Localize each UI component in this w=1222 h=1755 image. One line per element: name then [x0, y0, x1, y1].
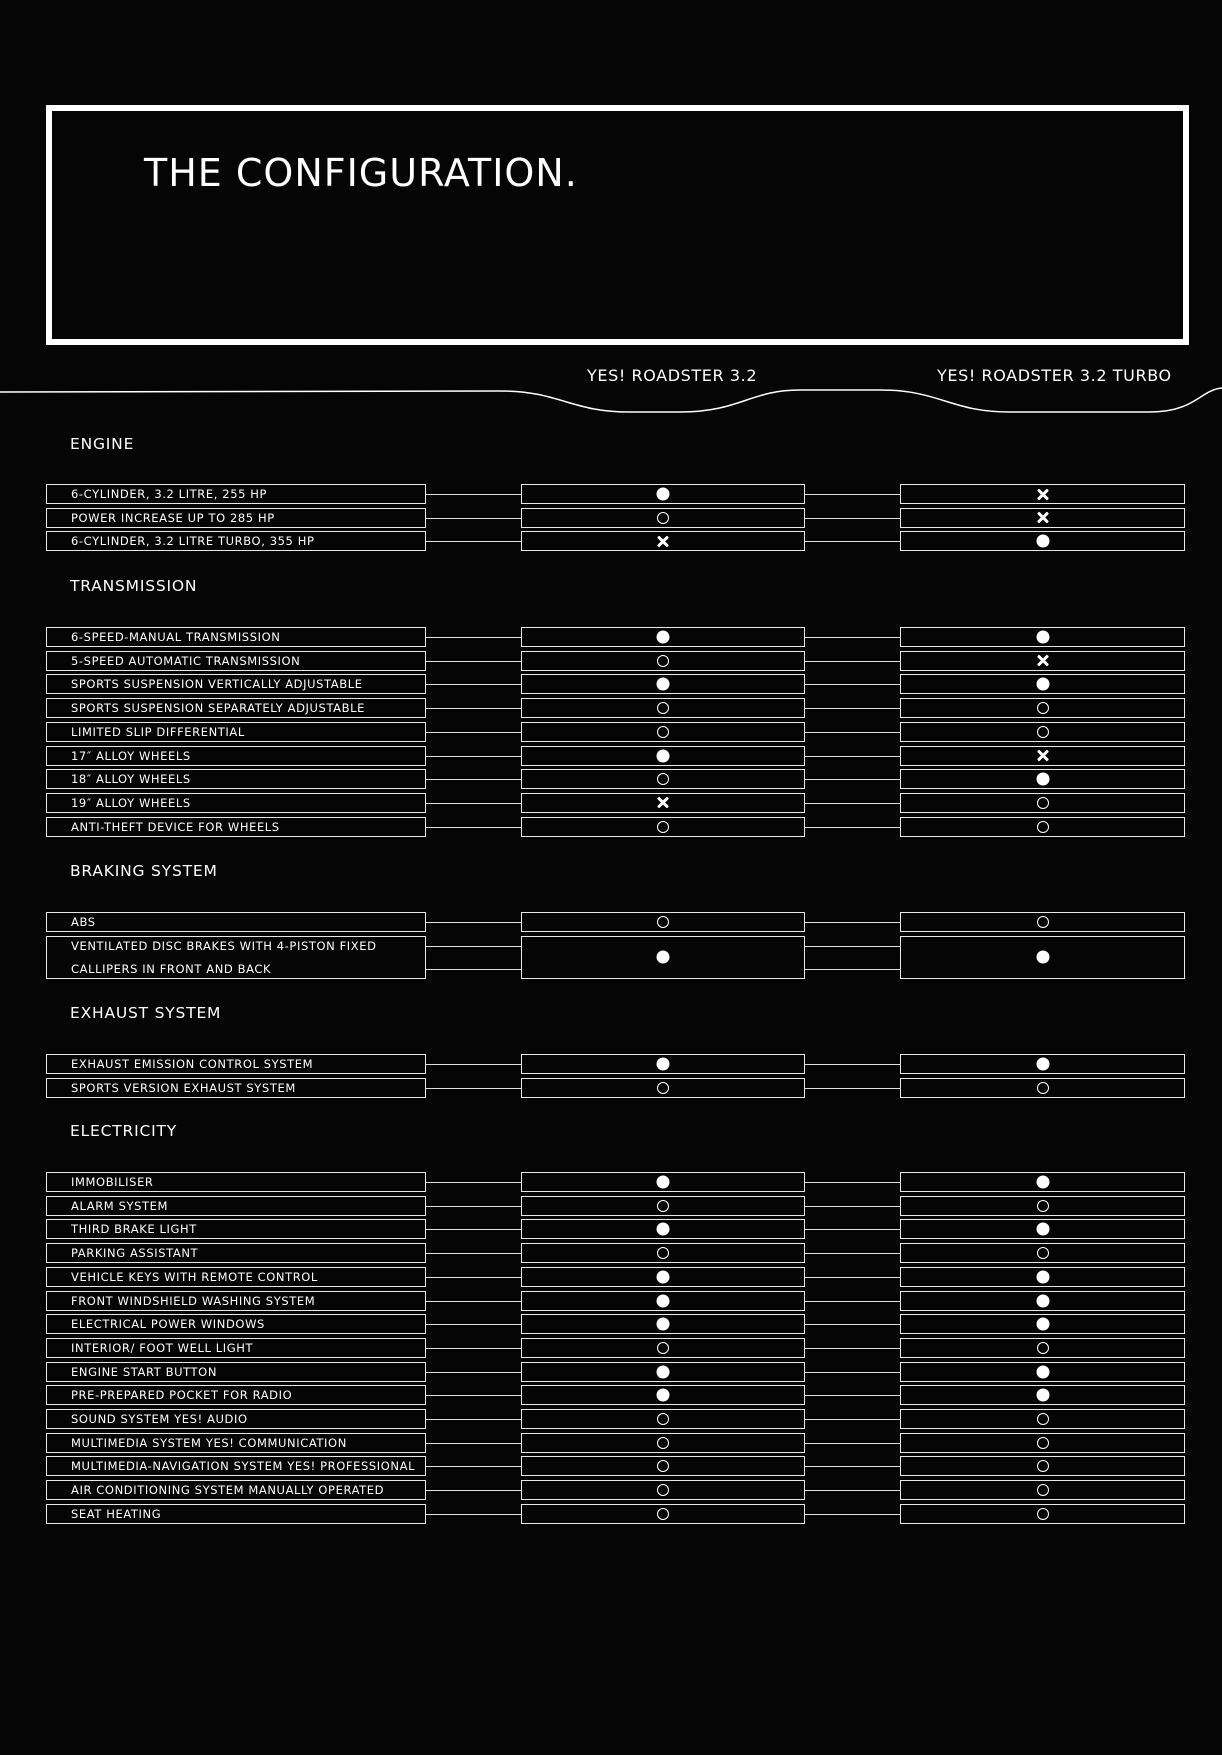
row-connector — [805, 1490, 900, 1491]
feature-label: 6-CYLINDER, 3.2 LITRE, 255 HP — [71, 487, 268, 501]
filled-circle-icon — [657, 1058, 670, 1071]
feature-label: CALLIPERS IN FRONT AND BACK — [71, 961, 272, 976]
roadster-3-2-cell — [521, 1433, 805, 1453]
roadster-3-2-cell — [521, 508, 805, 528]
roadster-3-2-cell — [521, 1385, 805, 1405]
roadster-3-2-turbo-cell — [900, 531, 1185, 551]
roadster-3-2-turbo-cell — [900, 1314, 1185, 1334]
roadster-3-2-cell — [521, 1291, 805, 1311]
feature-label: ABS — [71, 915, 96, 929]
feature-label: ALARM SYSTEM — [71, 1198, 169, 1213]
feature-label-box — [46, 1172, 426, 1192]
roadster-3-2-turbo-cell — [900, 674, 1185, 694]
feature-label-box — [46, 912, 426, 932]
section-title: ELECTRICITY — [70, 1122, 177, 1140]
row-connector — [805, 779, 900, 780]
feature-label-box — [46, 1480, 426, 1500]
feature-label: AIR CONDITIONING SYSTEM MANUALLY OPERATED — [71, 1483, 385, 1498]
feature-label-box — [46, 651, 426, 671]
open-circle-icon — [1037, 797, 1049, 809]
open-circle-icon — [657, 1484, 669, 1496]
roadster-3-2-cell — [521, 912, 805, 932]
open-circle-icon — [1037, 1508, 1049, 1520]
open-circle-icon — [1037, 1437, 1049, 1449]
row-connector — [426, 1419, 521, 1420]
row-connector — [805, 1514, 900, 1515]
row-connector — [805, 1064, 900, 1065]
open-circle-icon — [1037, 1247, 1049, 1259]
roadster-3-2-turbo-cell — [900, 1172, 1185, 1192]
feature-label-box — [46, 1219, 426, 1239]
row-connector — [805, 1301, 900, 1302]
feature-label: MULTIMEDIA-NAVIGATION SYSTEM YES! PROFESSIONAL — [71, 1459, 416, 1474]
feature-label-box — [46, 1409, 426, 1429]
section-title: BRAKING SYSTEM — [70, 862, 218, 880]
row-connector — [426, 684, 521, 685]
row-connector — [426, 1301, 521, 1302]
feature-label: SEAT HEATING — [71, 1506, 162, 1521]
row-connector — [426, 1348, 521, 1349]
roadster-3-2-turbo-cell — [900, 1243, 1185, 1263]
feature-label: EXHAUST EMISSION CONTROL SYSTEM — [71, 1057, 314, 1071]
row-connector — [805, 1466, 900, 1467]
feature-label-box — [46, 1338, 426, 1358]
open-circle-icon — [1037, 1413, 1049, 1425]
roadster-3-2-turbo-cell — [900, 1267, 1185, 1287]
roadster-3-2-turbo-cell — [900, 1409, 1185, 1429]
feature-label-box — [46, 1078, 426, 1098]
feature-label: ANTI-THEFT DEVICE FOR WHEELS — [71, 819, 280, 834]
row-connector — [426, 1372, 521, 1373]
filled-circle-icon — [657, 631, 670, 644]
row-connector — [426, 1324, 521, 1325]
filled-circle-icon — [657, 1318, 670, 1331]
feature-label-box — [46, 1433, 426, 1453]
filled-circle-icon — [657, 1176, 670, 1189]
feature-label: POWER INCREASE UP TO 285 HP — [71, 510, 275, 525]
feature-label: LIMITED SLIP DIFFERENTIAL — [71, 724, 245, 739]
feature-label-box — [46, 484, 426, 504]
roadster-3-2-cell — [521, 1456, 805, 1476]
roadster-3-2-cell — [521, 531, 805, 551]
filled-circle-icon — [657, 749, 670, 762]
filled-circle-icon — [1036, 951, 1049, 964]
roadster-3-2-cell — [521, 1362, 805, 1382]
feature-label: PRE-PREPARED POCKET FOR RADIO — [71, 1388, 293, 1403]
roadster-3-2-turbo-cell — [900, 627, 1185, 647]
open-circle-icon — [657, 726, 669, 738]
row-connector — [426, 661, 521, 662]
open-circle-icon — [657, 702, 669, 714]
filled-circle-icon — [657, 951, 670, 964]
title-frame — [46, 105, 1189, 345]
row-connector — [805, 1182, 900, 1183]
cross-icon — [657, 797, 669, 809]
open-circle-icon — [1037, 726, 1049, 738]
row-connector — [805, 969, 900, 970]
row-connector — [805, 756, 900, 757]
feature-label: MULTIMEDIA SYSTEM YES! COMMUNICATION — [71, 1435, 347, 1450]
roadster-3-2-turbo-cell — [900, 1480, 1185, 1500]
row-connector — [426, 1088, 521, 1089]
roadster-3-2-cell — [521, 817, 805, 837]
row-connector — [426, 1253, 521, 1254]
roadster-3-2-cell — [521, 1172, 805, 1192]
feature-label-box — [46, 1291, 426, 1311]
open-circle-icon — [1037, 821, 1049, 833]
row-connector — [426, 518, 521, 519]
roadster-3-2-cell — [521, 769, 805, 789]
row-connector — [805, 827, 900, 828]
roadster-3-2-turbo-cell — [900, 1078, 1185, 1098]
roadster-3-2-cell — [521, 698, 805, 718]
open-circle-icon — [657, 916, 669, 928]
row-connector — [805, 684, 900, 685]
roadster-3-2-cell — [521, 484, 805, 504]
row-connector — [805, 494, 900, 495]
row-connector — [805, 637, 900, 638]
filled-circle-icon — [1036, 1389, 1049, 1402]
row-connector — [805, 1277, 900, 1278]
feature-label-box — [46, 722, 426, 742]
feature-label-box — [46, 1267, 426, 1287]
row-connector — [805, 1419, 900, 1420]
row-connector — [426, 1206, 521, 1207]
feature-label: INTERIOR/ FOOT WELL LIGHT — [71, 1340, 254, 1355]
row-connector — [426, 922, 521, 923]
feature-label-box — [46, 1243, 426, 1263]
filled-circle-icon — [1036, 773, 1049, 786]
filled-circle-icon — [1036, 1270, 1049, 1283]
filled-circle-icon — [1036, 535, 1049, 548]
roadster-3-2-turbo-cell — [900, 1219, 1185, 1239]
open-circle-icon — [1037, 1082, 1049, 1094]
open-circle-icon — [657, 773, 669, 785]
feature-label: IMMOBILISER — [71, 1175, 154, 1189]
feature-label-box — [46, 817, 426, 837]
filled-circle-icon — [657, 678, 670, 691]
row-connector — [805, 661, 900, 662]
feature-label-box — [46, 674, 426, 694]
filled-circle-icon — [1036, 1365, 1049, 1378]
feature-label: SPORTS VERSION EXHAUST SYSTEM — [71, 1080, 296, 1095]
feature-label: PARKING ASSISTANT — [71, 1246, 199, 1261]
roadster-3-2-cell — [521, 1196, 805, 1216]
feature-label-box — [46, 746, 426, 766]
feature-label-box — [46, 769, 426, 789]
open-circle-icon — [1037, 1200, 1049, 1212]
roadster-3-2-turbo-cell — [900, 912, 1185, 932]
open-circle-icon — [1037, 1342, 1049, 1354]
feature-label-box — [46, 1362, 426, 1382]
feature-label-box — [46, 1385, 426, 1405]
open-circle-icon — [1037, 702, 1049, 714]
feature-label-box — [46, 698, 426, 718]
filled-circle-icon — [657, 1365, 670, 1378]
row-connector — [805, 708, 900, 709]
feature-label-box — [46, 1196, 426, 1216]
roadster-3-2-turbo-cell — [900, 1504, 1185, 1524]
roadster-3-2-turbo-cell — [900, 484, 1185, 504]
roadster-3-2-turbo-cell — [900, 698, 1185, 718]
roadster-3-2-turbo-cell — [900, 817, 1185, 837]
row-connector — [426, 1182, 521, 1183]
row-connector — [426, 969, 521, 970]
cross-icon — [657, 535, 669, 547]
open-circle-icon — [657, 1460, 669, 1472]
filled-circle-icon — [1036, 1318, 1049, 1331]
row-connector — [805, 1253, 900, 1254]
feature-label: VEHICLE KEYS WITH REMOTE CONTROL — [71, 1269, 318, 1284]
open-circle-icon — [657, 1413, 669, 1425]
roadster-3-2-cell — [521, 722, 805, 742]
feature-label-box — [46, 508, 426, 528]
roadster-3-2-turbo-cell — [900, 1338, 1185, 1358]
row-connector — [426, 803, 521, 804]
roadster-3-2-turbo-cell — [900, 769, 1185, 789]
roadster-3-2-turbo-cell — [900, 746, 1185, 766]
row-connector — [426, 494, 521, 495]
section-title: TRANSMISSION — [70, 577, 198, 595]
row-connector — [426, 1229, 521, 1230]
feature-label-box — [46, 1504, 426, 1524]
feature-label-box — [46, 936, 426, 979]
row-connector — [426, 637, 521, 638]
feature-label: SPORTS SUSPENSION VERTICALLY ADJUSTABLE — [71, 677, 363, 692]
cross-icon — [1037, 488, 1049, 500]
roadster-3-2-cell — [521, 1409, 805, 1429]
row-connector — [426, 1395, 521, 1396]
roadster-3-2-cell — [521, 1243, 805, 1263]
open-circle-icon — [657, 512, 669, 524]
open-circle-icon — [657, 821, 669, 833]
roadster-3-2-turbo-cell — [900, 508, 1185, 528]
page-title: THE CONFIGURATION. — [144, 151, 578, 195]
feature-label-box — [46, 1054, 426, 1074]
feature-label: THIRD BRAKE LIGHT — [71, 1222, 197, 1237]
roadster-3-2-cell — [521, 793, 805, 813]
row-connector — [805, 541, 900, 542]
row-connector — [805, 1443, 900, 1444]
row-connector — [426, 1443, 521, 1444]
feature-label: 6-CYLINDER, 3.2 LITRE TURBO, 355 HP — [71, 534, 315, 549]
feature-label-box — [46, 1456, 426, 1476]
feature-label: ELECTRICAL POWER WINDOWS — [71, 1317, 265, 1332]
feature-label: FRONT WINDSHIELD WASHING SYSTEM — [71, 1293, 316, 1308]
roadster-3-2-cell — [521, 651, 805, 671]
roadster-3-2-cell — [521, 1480, 805, 1500]
row-connector — [426, 708, 521, 709]
row-connector — [805, 1348, 900, 1349]
roadster-3-2-cell — [521, 1338, 805, 1358]
filled-circle-icon — [1036, 1058, 1049, 1071]
roadster-3-2-turbo-cell — [900, 1362, 1185, 1382]
row-connector — [426, 1064, 521, 1065]
row-connector — [805, 1395, 900, 1396]
roadster-3-2-turbo-cell — [900, 1196, 1185, 1216]
open-circle-icon — [1037, 1460, 1049, 1472]
feature-label: SOUND SYSTEM YES! AUDIO — [71, 1412, 248, 1426]
feature-label-box — [46, 793, 426, 813]
row-connector — [426, 827, 521, 828]
roadster-3-2-cell — [521, 746, 805, 766]
filled-circle-icon — [657, 1270, 670, 1283]
row-connector — [426, 779, 521, 780]
open-circle-icon — [657, 1437, 669, 1449]
roadster-3-2-cell — [521, 1219, 805, 1239]
open-circle-icon — [657, 655, 669, 667]
row-connector — [805, 1088, 900, 1089]
feature-label: ENGINE START BUTTON — [71, 1364, 218, 1379]
roadster-3-2-turbo-cell — [900, 1385, 1185, 1405]
filled-circle-icon — [657, 1294, 670, 1307]
feature-label-box — [46, 1314, 426, 1334]
filled-circle-icon — [1036, 1176, 1049, 1189]
row-connector — [426, 756, 521, 757]
row-connector — [805, 518, 900, 519]
open-circle-icon — [657, 1342, 669, 1354]
roadster-3-2-turbo-cell — [900, 1456, 1185, 1476]
filled-circle-icon — [657, 1223, 670, 1236]
roadster-3-2-cell — [521, 1504, 805, 1524]
column-header-roadster-3-2: YES! ROADSTER 3.2 — [587, 366, 758, 385]
open-circle-icon — [1037, 1484, 1049, 1496]
roadster-3-2-cell — [521, 1054, 805, 1074]
open-circle-icon — [1037, 916, 1049, 928]
roadster-3-2-cell — [521, 627, 805, 647]
filled-circle-icon — [1036, 678, 1049, 691]
feature-label-box — [46, 627, 426, 647]
column-header-roadster-3-2-turbo: YES! ROADSTER 3.2 TURBO — [937, 366, 1172, 385]
row-connector — [805, 922, 900, 923]
open-circle-icon — [657, 1200, 669, 1212]
filled-circle-icon — [657, 488, 670, 501]
open-circle-icon — [657, 1247, 669, 1259]
filled-circle-icon — [1036, 1223, 1049, 1236]
row-connector — [805, 946, 900, 947]
roadster-3-2-turbo-cell — [900, 1433, 1185, 1453]
row-connector — [805, 1206, 900, 1207]
cross-icon — [1037, 750, 1049, 762]
row-connector — [426, 946, 521, 947]
section-title: EXHAUST SYSTEM — [70, 1004, 222, 1022]
feature-label-box — [46, 531, 426, 551]
row-connector — [426, 732, 521, 733]
row-connector — [805, 1324, 900, 1325]
feature-label: SPORTS SUSPENSION SEPARATELY ADJUSTABLE — [71, 701, 366, 716]
roadster-3-2-turbo-cell — [900, 1054, 1185, 1074]
feature-label: 6-SPEED-MANUAL TRANSMISSION — [71, 630, 281, 644]
roadster-3-2-cell — [521, 1267, 805, 1287]
cross-icon — [1037, 655, 1049, 667]
row-connector — [805, 1229, 900, 1230]
roadster-3-2-turbo-cell — [900, 936, 1185, 979]
row-connector — [426, 1490, 521, 1491]
row-connector — [426, 1466, 521, 1467]
row-connector — [805, 732, 900, 733]
row-connector — [805, 1372, 900, 1373]
roadster-3-2-cell — [521, 936, 805, 979]
feature-label: 17″ ALLOY WHEELS — [71, 748, 191, 763]
roadster-3-2-cell — [521, 1314, 805, 1334]
open-circle-icon — [657, 1082, 669, 1094]
feature-label: VENTILATED DISC BRAKES WITH 4-PISTON FIXED — [71, 938, 377, 953]
row-connector — [426, 1277, 521, 1278]
feature-label: 18″ ALLOY WHEELS — [71, 772, 191, 787]
roadster-3-2-turbo-cell — [900, 793, 1185, 813]
cross-icon — [1037, 512, 1049, 524]
row-connector — [805, 803, 900, 804]
roadster-3-2-turbo-cell — [900, 1291, 1185, 1311]
filled-circle-icon — [1036, 631, 1049, 644]
feature-label: 19″ ALLOY WHEELS — [71, 795, 191, 810]
roadster-3-2-turbo-cell — [900, 651, 1185, 671]
open-circle-icon — [657, 1508, 669, 1520]
filled-circle-icon — [1036, 1294, 1049, 1307]
section-title: ENGINE — [70, 435, 135, 453]
roadster-3-2-cell — [521, 1078, 805, 1098]
feature-label: 5-SPEED AUTOMATIC TRANSMISSION — [71, 653, 301, 668]
filled-circle-icon — [657, 1389, 670, 1402]
row-connector — [426, 541, 521, 542]
roadster-3-2-turbo-cell — [900, 722, 1185, 742]
roadster-3-2-cell — [521, 674, 805, 694]
row-connector — [426, 1514, 521, 1515]
